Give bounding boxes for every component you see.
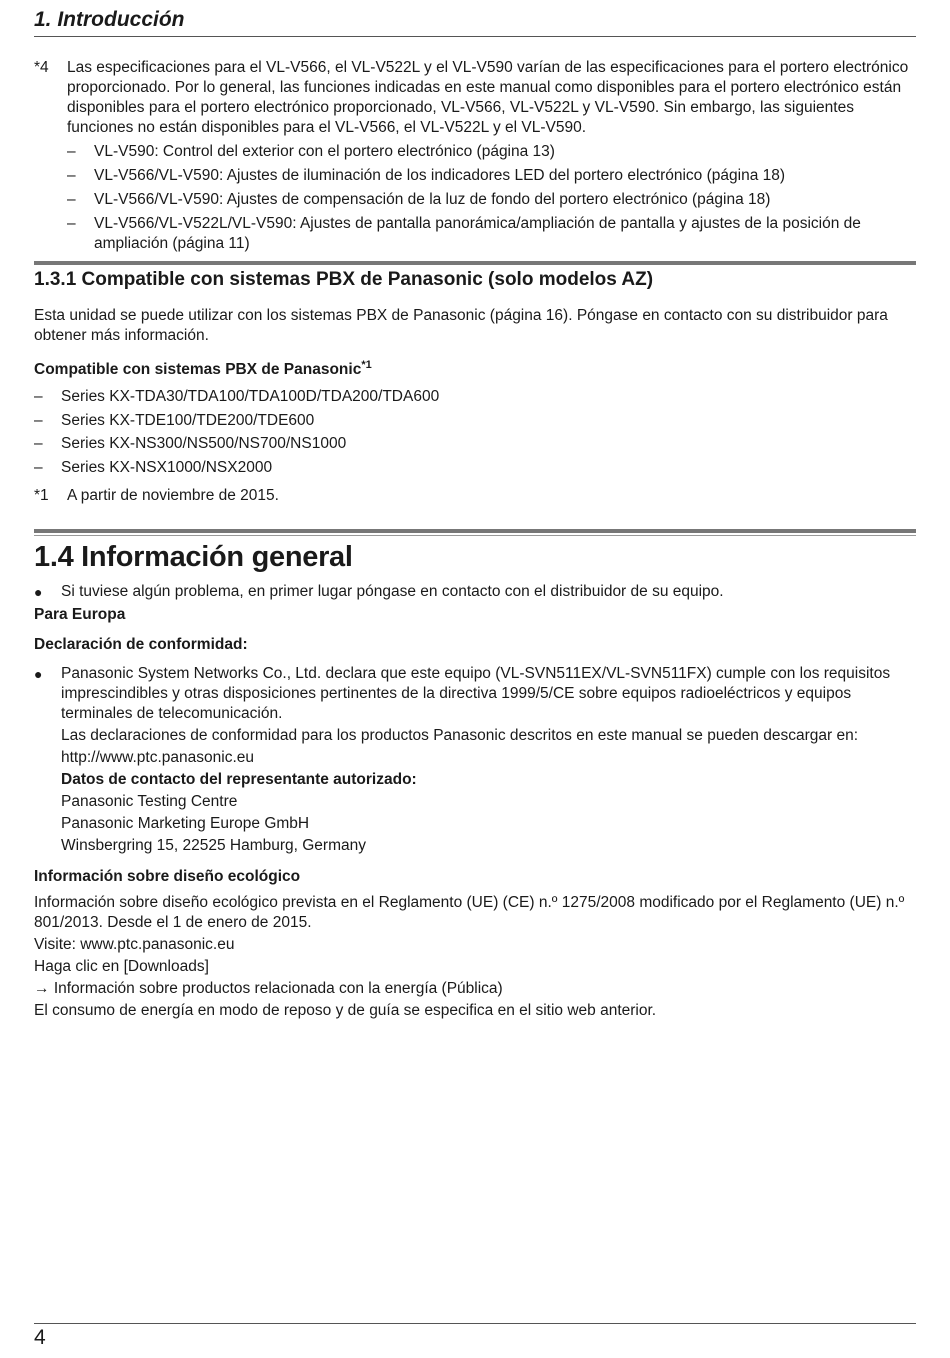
section-heading: 1.3.1 Compatible con sistemas PBX de Panasonic (solo modelos AZ)	[34, 269, 654, 290]
dash-glyph: –	[34, 388, 43, 405]
contact-line: Winsbergring 15, 22525 Hamburg, Germany	[61, 837, 366, 854]
visit-line: Visite: www.ptc.panasonic.eu	[34, 936, 235, 953]
list-item: – VL-V590: Control del exterior con el portero electrónico (página 13)	[67, 143, 555, 160]
dash-glyph: –	[34, 411, 43, 429]
list-item: – VL-V566/VL-V590: Ajustes de iluminación de los indicadores LED del portero electrónico (página 18)	[67, 167, 786, 184]
list-item: – Series KX-TDE100/TDE200/TDE600	[34, 411, 315, 429]
footnote-1	[34, 486, 916, 506]
section-divider	[34, 261, 916, 265]
section-intro: Esta unidad se puede utilizar con los sistemas PBX de Panasonic (página 16). Póngase en contacto con su distribuidor para obtener más información.	[34, 307, 888, 344]
footnote-mark: *4	[34, 59, 49, 76]
section-divider	[34, 529, 916, 533]
dash-glyph: –	[67, 143, 76, 160]
pbx-subheading: Compatible con sistemas PBX de Panasonic$^{*1}$	[34, 358, 372, 378]
footer-rule	[34, 1323, 916, 1324]
arrow-right-icon: →	[34, 980, 50, 997]
page-number: 4	[34, 1326, 46, 1349]
contact-line: Panasonic Marketing Europe GmbH	[61, 815, 310, 832]
contact-line: Panasonic Testing Centre	[61, 793, 238, 810]
list-item: – Series KX-NS300/NS500/NS700/NS1000	[34, 435, 347, 452]
section-1-4	[34, 540, 916, 1021]
unavailable-functions-list	[67, 142, 916, 254]
section-1-3-1	[34, 268, 916, 506]
dash-glyph: –	[34, 458, 43, 476]
chapter-title: 1. Introducción	[34, 8, 185, 31]
energy-info-line: → Información sobre productos relacionada con la energía (Pública)	[34, 980, 503, 997]
list-item: – VL-V566/VL-V522L/VL-V590: Ajustes de pantalla panorámica/ampliación de pantalla y ajustes de la posición de ampliación (página 11)	[67, 215, 861, 252]
section-heading: 1.4 Información general	[34, 541, 353, 573]
list-item: – Series KX-TDA30/TDA100/TDA100D/TDA200/TDA600	[34, 388, 440, 405]
declaration-heading: Declaración de conformidad:	[34, 636, 248, 653]
dash-glyph: –	[67, 167, 76, 184]
dash-glyph: –	[67, 191, 76, 208]
footnote-text: A partir de noviembre de 2015.	[67, 486, 279, 504]
bullet-glyph: ●	[34, 584, 43, 600]
bullet-item: ● Si tuviese algún problema, en primer lugar póngase en contacto con el distribuidor de su equipo.	[34, 583, 724, 600]
pbx-series-list	[34, 387, 916, 478]
consumption-line: El consumo de energía en modo de reposo y de guía se especifica en el sitio web anterior.	[34, 1002, 657, 1019]
declarations-url[interactable]: http://www.ptc.panasonic.eu	[61, 749, 255, 766]
footnote-text: Las especificaciones para el VL-V566, el VL-V522L y el VL-V590 varían de las especificaciones para el portero electrónico proporcionado. Por lo general, las funciones indicadas en este manual como disponibles para el portero electrónico están disponibles para el portero electrónico proporcionado, VL-V566, VL-V522L y VL-V590. Sin embargo, las siguientes funciones no están disponibles para el VL-V566, el VL-V522L y el VL-V590.	[67, 59, 909, 136]
eco-text: Información sobre diseño ecológico prevista en el Reglamento (UE) (CE) n.º 1275/2008 modificado por el Reglamento (UE) n.º 801/2013. Desde el 1 de enero de 2015.	[34, 894, 905, 931]
bullet-item: ● Panasonic System Networks Co., Ltd. declara que este equipo (VL-SVN511EX/VL-SVN511FX) cumple con los requisitos imprescindibles y otras disposiciones pertinentes de la directiva 1999/5/CE sobre equipos radioeléctricos y equipos terminales de telecomunicación.	[34, 665, 891, 722]
chapter-rule	[34, 36, 916, 37]
footnote-ref: *1	[361, 358, 372, 371]
footnote-mark: *1	[34, 486, 49, 504]
dash-glyph: –	[67, 215, 76, 232]
dash-glyph: –	[34, 435, 43, 452]
list-item: – Series KX-NSX1000/NSX2000	[34, 458, 273, 476]
list-item: – VL-V566/VL-V590: Ajustes de compensación de la luz de fondo del portero electrónico (página 18)	[67, 191, 771, 208]
eco-heading: Información sobre diseño ecológico	[34, 868, 301, 885]
footnote-4	[34, 58, 916, 258]
bullet-glyph: ●	[34, 666, 43, 682]
contact-heading: Datos de contacto del representante autorizado:	[61, 771, 417, 788]
declarations-text: Las declaraciones de conformidad para los productos Panasonic descritos en este manual se pueden descargar en:	[61, 727, 859, 744]
para-europa-heading: Para Europa	[34, 606, 126, 623]
click-line: Haga clic en [Downloads]	[34, 958, 209, 975]
